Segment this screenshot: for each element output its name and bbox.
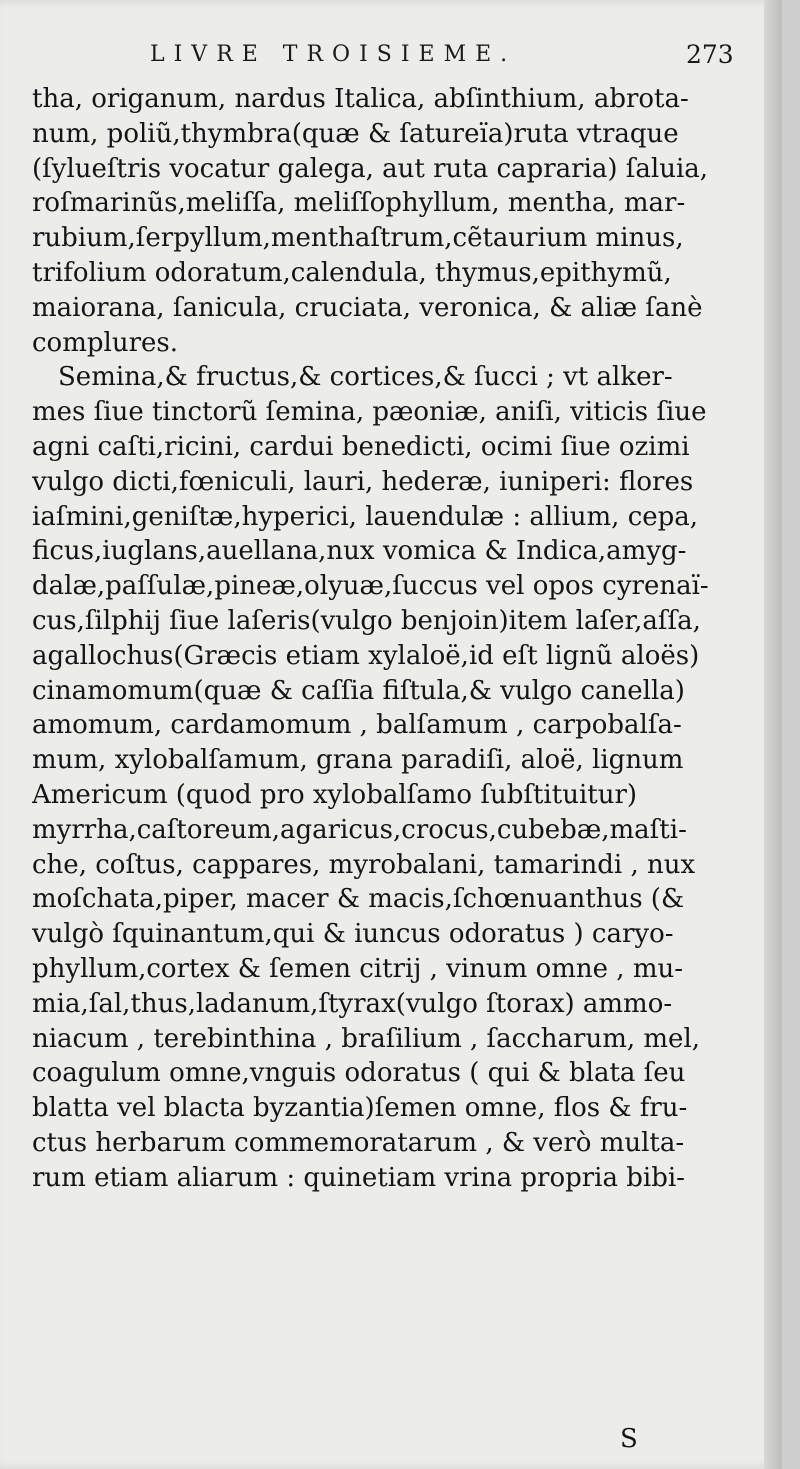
- text-line: iaſmini,geniſtæ,hyperici, lauendulæ : allium, cepa,: [32, 501, 699, 532]
- text-line: phyllum,cortex & ſemen citrij , vinum omne , mu-: [32, 953, 684, 984]
- text-line: cinamomum(quæ & caſſia fiſtula,& vulgo canella): [32, 675, 685, 706]
- text-line: vulgo dicti,fœniculi, lauri, hederæ, iuniperi: flores: [32, 466, 694, 497]
- text-line: cus,ſilphij ſiue laſeris(vulgo benjoin)item laſer,aſſa,: [32, 605, 701, 636]
- running-title: LIVRE TROISIEME.: [150, 42, 517, 67]
- text-line: moſchata,piper, macer & macis,ſchœnuanthus (&: [32, 884, 685, 915]
- signature-mark: S: [620, 1424, 638, 1454]
- text-line: myrrha,caſtoreum,agaricus,crocus,cubebæ,maſti-: [32, 814, 687, 845]
- text-line: che, coſtus, cappares, myrobalani, tamarindi , nux: [32, 849, 696, 880]
- body-text: [32, 82, 772, 1196]
- text-line: mes ſiue tinctorũ ſemina, pæoniæ, aniſi, viticis ſiue: [32, 397, 707, 428]
- text-line: complures.: [32, 327, 178, 358]
- text-line: mia,ſal,thus,ladanum,ſtyrax(vulgo ſtorax) ammo-: [32, 988, 673, 1019]
- text-line: mum, xylobalſamum, grana paradiſi, aloë, lignum: [32, 745, 684, 776]
- text-line: niacum , terebinthina , braſilium , ſaccharum, mel,: [32, 1023, 701, 1054]
- text-line: Americum (quod pro xylobalſamo ſubſtituitur): [32, 779, 638, 810]
- page-number: 273: [686, 40, 734, 69]
- text-line: coagulum omne,vnguis odoratus ( qui & blata ſeu: [32, 1058, 686, 1089]
- text-line: amomum, cardamomum , balſamum , carpobalſa-: [32, 710, 682, 741]
- text-line: rubium,ſerpyllum,menthaſtrum,cẽtaurium minus,: [32, 223, 684, 254]
- text-line: maiorana, ſanicula, cruciata, veronica, & aliæ ſanè: [32, 292, 703, 323]
- text-line: ficus,iuglans,auellana,nux vomica & Indica,amyg-: [32, 536, 687, 567]
- text-line: (ſylueſtris vocatur galega, aut ruta capraria) ſaluia,: [32, 153, 709, 184]
- text-line: tha, origanum, nardus Italica, abſinthium, abrota-: [32, 84, 689, 114]
- text-line: ctus herbarum commemoratarum , & verò multa-: [32, 1127, 685, 1158]
- text-line: rum etiam aliarum : quinetiam vrina propria bibi-: [32, 1162, 685, 1193]
- text-line: blatta vel blacta byzantia)ſemen omne, flos & fru-: [32, 1093, 688, 1124]
- text-line: dalæ,paſſulæ,pineæ,olyuæ,ſuccus vel opos cyrenaï-: [32, 571, 709, 602]
- paragraph-start-line: Semina,& fructus,& cortices,& ſucci ; vt alker-: [58, 362, 673, 393]
- text-line: agni caſti,ricini, cardui benedicti, ocimi ſiue ozimi: [32, 431, 690, 462]
- text-line: trifolium odoratum,calendula, thymus,epithymũ,: [32, 257, 672, 288]
- text-line: num, poliũ,thymbra(quæ & ſatureïa)ruta vtraque: [32, 118, 679, 149]
- text-line: agallochus(Græcis etiam xylaloë,id eſt lignũ aloës): [32, 640, 700, 671]
- text-line: roſmarinũs,meliſſa, meliſſophyllum, mentha, mar-: [32, 188, 686, 219]
- text-line: vulgò ſquinantum,qui & iuncus odoratus ) caryo-: [32, 919, 674, 950]
